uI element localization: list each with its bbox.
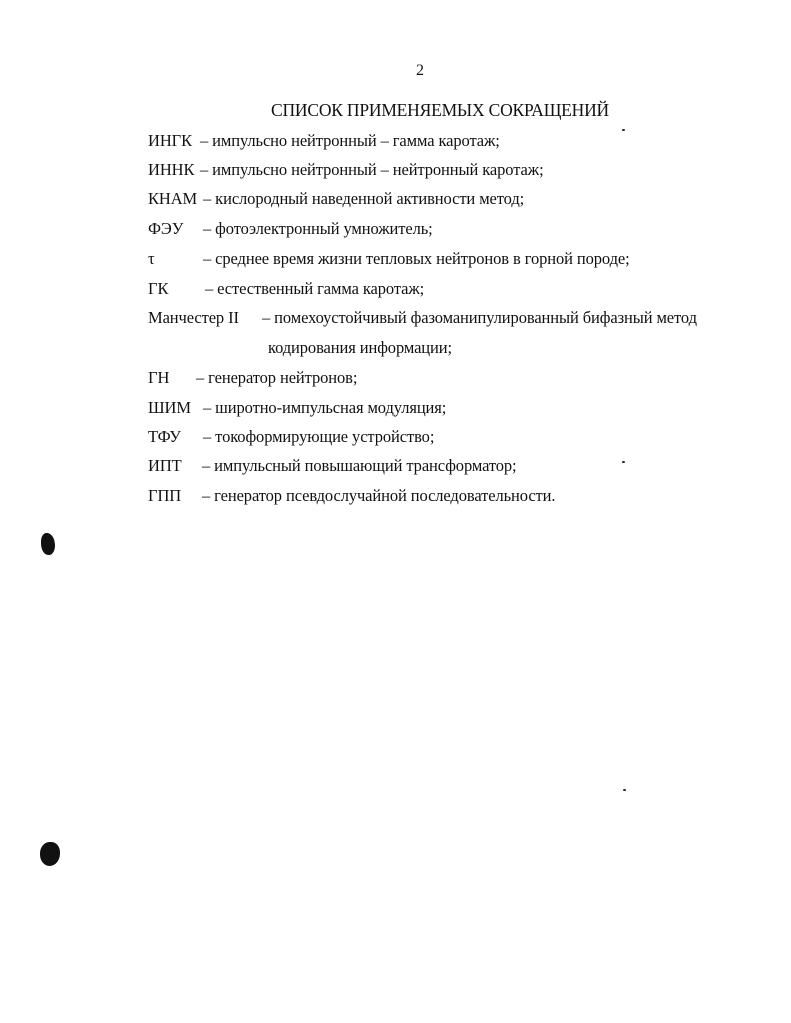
abbreviation-term: ШИМ: [148, 398, 191, 417]
abbreviation-definition: – импульсно нейтронный – гамма каротаж;: [200, 131, 500, 150]
abbreviation-term: ИННК: [148, 160, 195, 179]
page-number: 2: [416, 62, 424, 79]
abbreviation-term: ТФУ: [148, 427, 181, 446]
abbreviation-definition: – генератор нейтронов;: [196, 368, 358, 387]
scan-speck: [622, 129, 625, 131]
abbreviation-term: ГК: [148, 279, 169, 298]
abbreviation-definition: – импульсно нейтронный – нейтронный каротаж;: [200, 160, 544, 179]
page-title: СПИСОК ПРИМЕНЯЕМЫХ СОКРАЩЕНИЙ: [271, 100, 609, 120]
abbreviation-definition: кодирования информации;: [268, 338, 452, 357]
abbreviation-definition: – кислородный наведенной активности метод;: [203, 189, 525, 208]
abbreviation-term: Манчестер II: [148, 308, 239, 327]
abbreviation-definition: – естественный гамма каротаж;: [205, 279, 425, 298]
abbreviation-definition: – генератор псевдослучайной последовательности.: [202, 486, 556, 505]
punch-hole-mark: [40, 842, 60, 866]
abbreviation-term: ГПП: [148, 486, 182, 505]
abbreviation-term: ГН: [148, 368, 170, 387]
scan-speck: [622, 461, 625, 463]
abbreviation-definition: – среднее время жизни тепловых нейтронов в горной породе;: [203, 249, 630, 268]
abbreviation-term: КНАМ: [148, 189, 198, 208]
abbreviation-definition: – помехоустойчивый фазоманипулированный бифазный метод: [262, 308, 697, 327]
abbreviation-term: τ: [148, 249, 155, 268]
abbreviation-term: ФЭУ: [148, 219, 184, 238]
abbreviation-term: ИПТ: [148, 456, 182, 475]
abbreviation-definition: – токоформирующие устройство;: [203, 427, 435, 446]
punch-hole-mark: [41, 533, 55, 555]
abbreviation-definition: – импульсный повышающий трансформатор;: [202, 456, 517, 475]
abbreviation-term: ИНГК: [148, 131, 192, 150]
abbreviation-definition: – фотоэлектронный умножитель;: [203, 219, 433, 238]
scan-speck: [623, 789, 626, 791]
abbreviation-definition: – широтно-импульсная модуляция;: [203, 398, 447, 417]
